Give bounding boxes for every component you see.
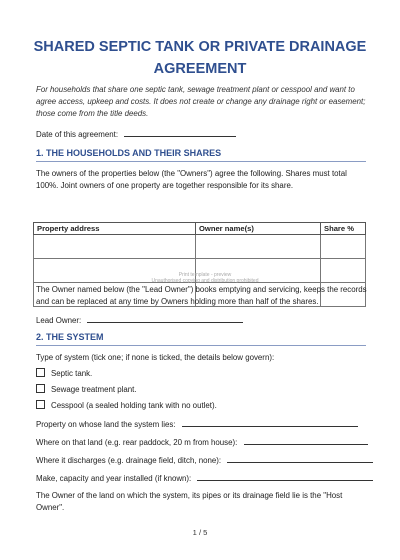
watermark-text (150, 272, 260, 284)
make-row (36, 472, 373, 485)
option-cesspool[interactable] (36, 400, 217, 412)
lead-owner-label: Lead Owner: (36, 316, 82, 325)
date-field[interactable] (124, 128, 236, 137)
watermark-line-2: Unauthorised copying and distribution prohibited (151, 278, 259, 284)
date-row (36, 128, 236, 141)
lead-owner-paragraph: The Owner named below (the "Lead Owner") books emptying and servicing, keeps the records and can be replaced at any time by Owners holding more than half of the shares. (36, 285, 367, 306)
option-label: Septic tank. (51, 369, 93, 378)
host-owner-paragraph: The Owner of the land on which the system, its pipes or its drainage field lie is the "Host Owner". (36, 491, 343, 512)
intro-paragraph: For households that share one septic tank, sewage treatment plant or cesspool and want to agree access, upkeep and costs. It does not create or change any drainage right or easement; those come from the title deeds. (36, 85, 366, 118)
property-label: Property on whose land the system lies: (36, 420, 176, 429)
column-header-share: Share % (321, 223, 366, 235)
option-septic-tank[interactable] (36, 368, 92, 380)
option-label: Cesspool (a sealed holding tank with no outlet). (51, 401, 217, 410)
table-cell[interactable] (321, 235, 366, 259)
option-treatment-plant[interactable] (36, 384, 137, 396)
lead-owner-field[interactable] (87, 314, 243, 323)
checkbox-treatment-plant[interactable] (36, 384, 45, 393)
system-type-prompt: Type of system (tick one; if none is ticked, the details below govern): (36, 353, 275, 362)
where-label: Where on that land (e.g. rear paddock, 20 m from house): (36, 438, 238, 447)
table-header-row (34, 223, 366, 235)
property-field[interactable] (182, 418, 358, 427)
discharge-row (36, 454, 373, 467)
checkbox-cesspool[interactable] (36, 400, 45, 409)
column-header-owners: Owner name(s) (196, 223, 321, 235)
where-row (36, 436, 368, 449)
column-header-property: Property address (34, 223, 196, 235)
section-2-heading: 2. THE SYSTEM (36, 332, 366, 346)
table-cell[interactable] (321, 259, 366, 283)
page-number: 1 / 5 (192, 528, 208, 537)
lead-owner-row (36, 314, 243, 327)
where-field[interactable] (244, 436, 368, 445)
title-line-2: AGREEMENT (153, 61, 247, 77)
document-title (24, 36, 376, 80)
option-label: Sewage treatment plant. (51, 385, 137, 394)
discharge-field[interactable] (227, 454, 373, 463)
discharge-label: Where it discharges (e.g. drainage field, ditch, none): (36, 456, 222, 465)
checkbox-septic-tank[interactable] (36, 368, 45, 377)
title-line-1: SHARED SEPTIC TANK OR PRIVATE DRAINAGE (33, 39, 367, 55)
section-1-heading: 1. THE HOUSEHOLDS AND THEIR SHARES (36, 148, 366, 162)
make-field[interactable] (197, 472, 373, 481)
table-cell[interactable] (34, 235, 196, 259)
watermark-line-1: Print template - preview (178, 272, 232, 278)
table-cell[interactable] (196, 235, 321, 259)
property-row (36, 418, 358, 431)
date-label: Date of this agreement: (36, 130, 119, 139)
section-1-paragraph: The owners of the properties below (the "Owners") agree the following. Shares must total 100%. Joint owners of one property are together responsible for its share. (36, 169, 347, 190)
table-row (34, 235, 366, 259)
make-label: Make, capacity and year installed (if known): (36, 474, 192, 483)
